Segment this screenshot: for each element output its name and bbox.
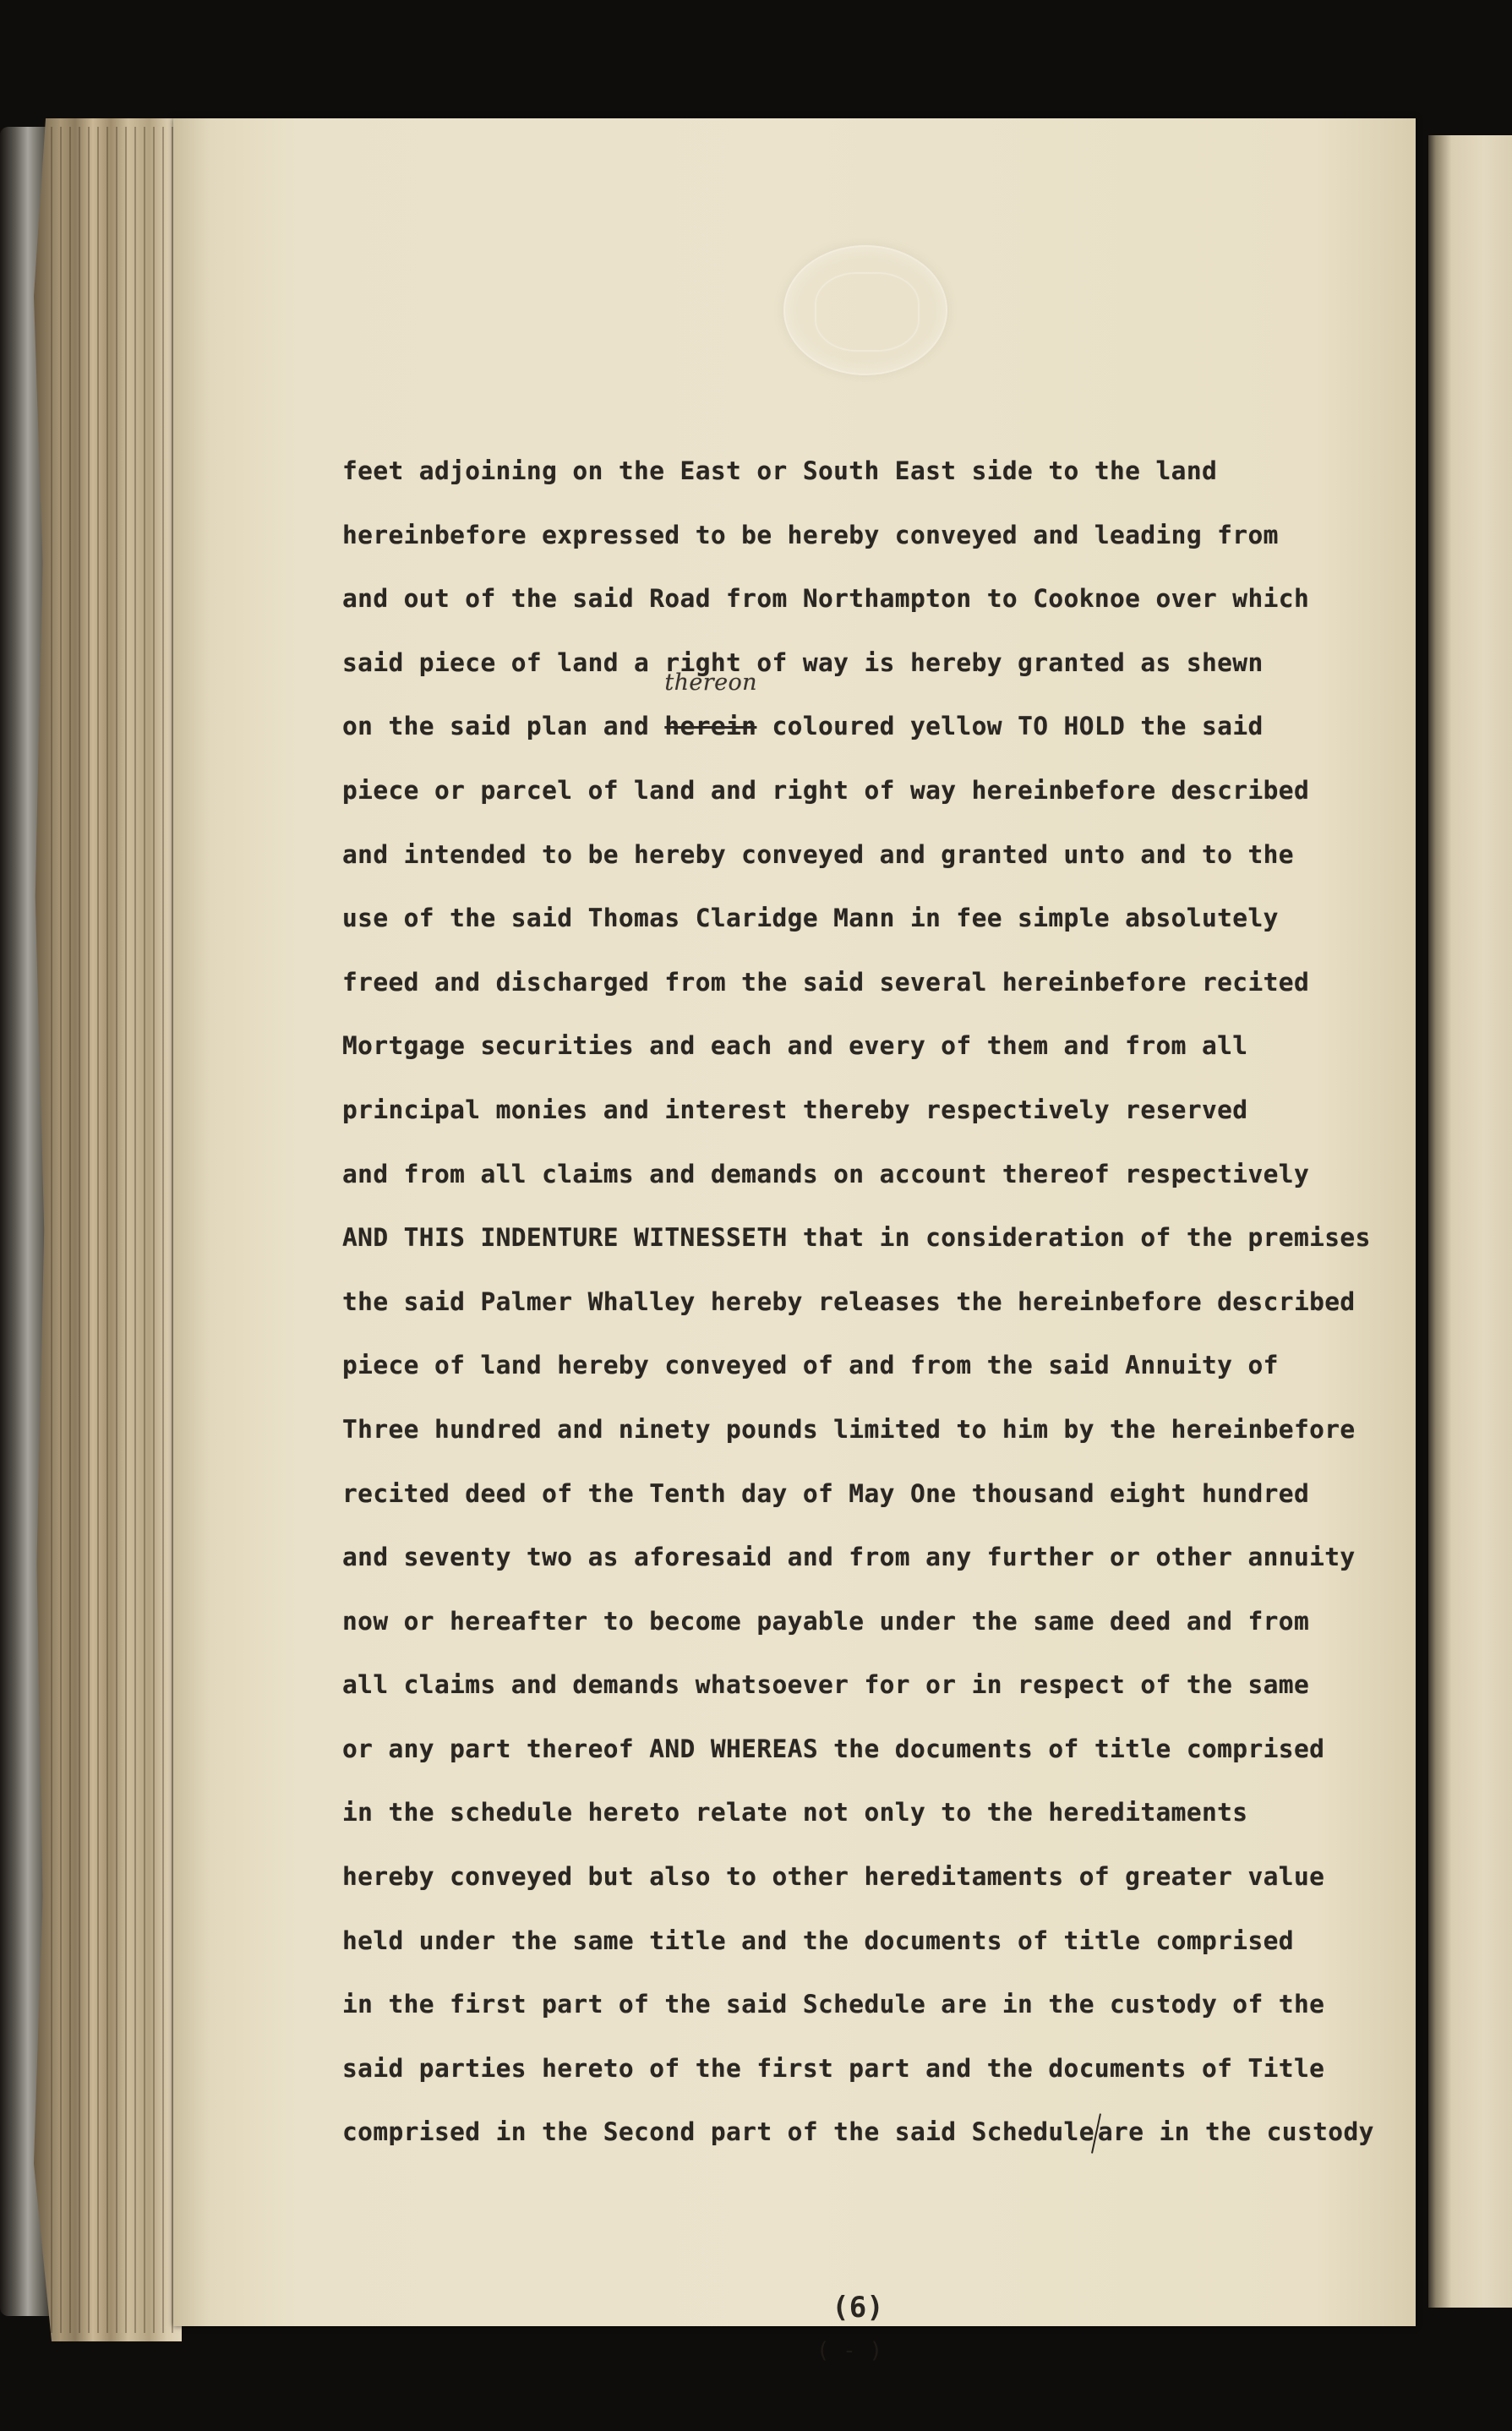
- text-line: piece of land hereby conveyed of and from the said Annuity of: [342, 1351, 1279, 1380]
- text-line: said piece of land a right of way is hereby granted as shewn: [342, 647, 1264, 677]
- text-line: held under the same title and the documents of title comprised: [342, 1926, 1294, 1955]
- embossed-seal-icon: [783, 245, 947, 375]
- text-line: piece or parcel of land and right of way hereinbefore described: [342, 775, 1310, 805]
- text-line: and seventy two as aforesaid and from any further or other annuity: [342, 1543, 1356, 1572]
- text-segment: are in the custody: [1097, 2117, 1374, 2147]
- text-line: freed and discharged from the said several hereinbefore recited: [342, 967, 1310, 997]
- text-segment: on the said plan and: [342, 712, 665, 741]
- struck-word: [664, 669, 757, 741]
- document-body: [342, 440, 1407, 2165]
- text-line: Mortgage securities and each and every of them and from all: [342, 1031, 1248, 1061]
- handwritten-insertion: thereon: [664, 669, 757, 697]
- text-line: in the first part of the said Schedule are in the custody of the: [342, 1990, 1325, 2019]
- text-line: recited deed of the Tenth day of May One thousand eight hundred: [342, 1478, 1310, 1508]
- text-line-with-correction: [342, 669, 1407, 759]
- text-line: principal monies and interest thereby respectively reserved: [342, 1095, 1248, 1124]
- text-line: all claims and demands whatsoever for or in respect of the same: [342, 1670, 1310, 1700]
- facing-page-edge: [1428, 135, 1512, 2308]
- struck-word-text: herein: [664, 712, 757, 741]
- text-line: said parties hereto of the first part and the documents of Title: [342, 2053, 1325, 2083]
- text-line-with-mark: [342, 2100, 1407, 2165]
- text-line: and from all claims and demands on account thereof respectively: [342, 1159, 1310, 1188]
- text-line: and out of the said Road from Northampton to Cooknoe over which: [342, 584, 1310, 614]
- page-number: (6): [832, 2291, 884, 2324]
- text-line: AND THIS INDENTURE WITNESSETH that in consideration of the premises: [342, 1223, 1371, 1253]
- text-segment: coloured yellow TO HOLD the said: [756, 712, 1264, 741]
- page-edge-lines: [51, 127, 177, 2333]
- text-line: hereinbefore expressed to be hereby conveyed and leading from: [342, 520, 1279, 549]
- text-line: and intended to be hereby conveyed and granted unto and to the: [342, 839, 1294, 869]
- text-line: or any part thereof AND WHEREAS the documents of title comprised: [342, 1734, 1325, 1763]
- text-segment: comprised in the Second part of the said Schedule: [342, 2117, 1094, 2147]
- text-line: feet adjoining on the East or South East side to the land: [342, 456, 1218, 485]
- text-line: now or hereafter to become payable under the same deed and from: [342, 1606, 1310, 1636]
- text-line: use of the said Thomas Claridge Mann in fee simple absolutely: [342, 904, 1279, 933]
- faint-folio-mark: ( - ): [816, 2338, 883, 2363]
- text-line: in the schedule hereto relate not only to the hereditaments: [342, 1798, 1248, 1827]
- text-line: Three hundred and ninety pounds limited to him by the hereinbefore: [342, 1414, 1356, 1444]
- text-line: hereby conveyed but also to other hereditaments of greater value: [342, 1862, 1325, 1892]
- document-page: [173, 118, 1416, 2363]
- embossed-seal-inner: [815, 272, 920, 352]
- text-line: the said Palmer Whalley hereby releases the hereinbefore described: [342, 1287, 1356, 1316]
